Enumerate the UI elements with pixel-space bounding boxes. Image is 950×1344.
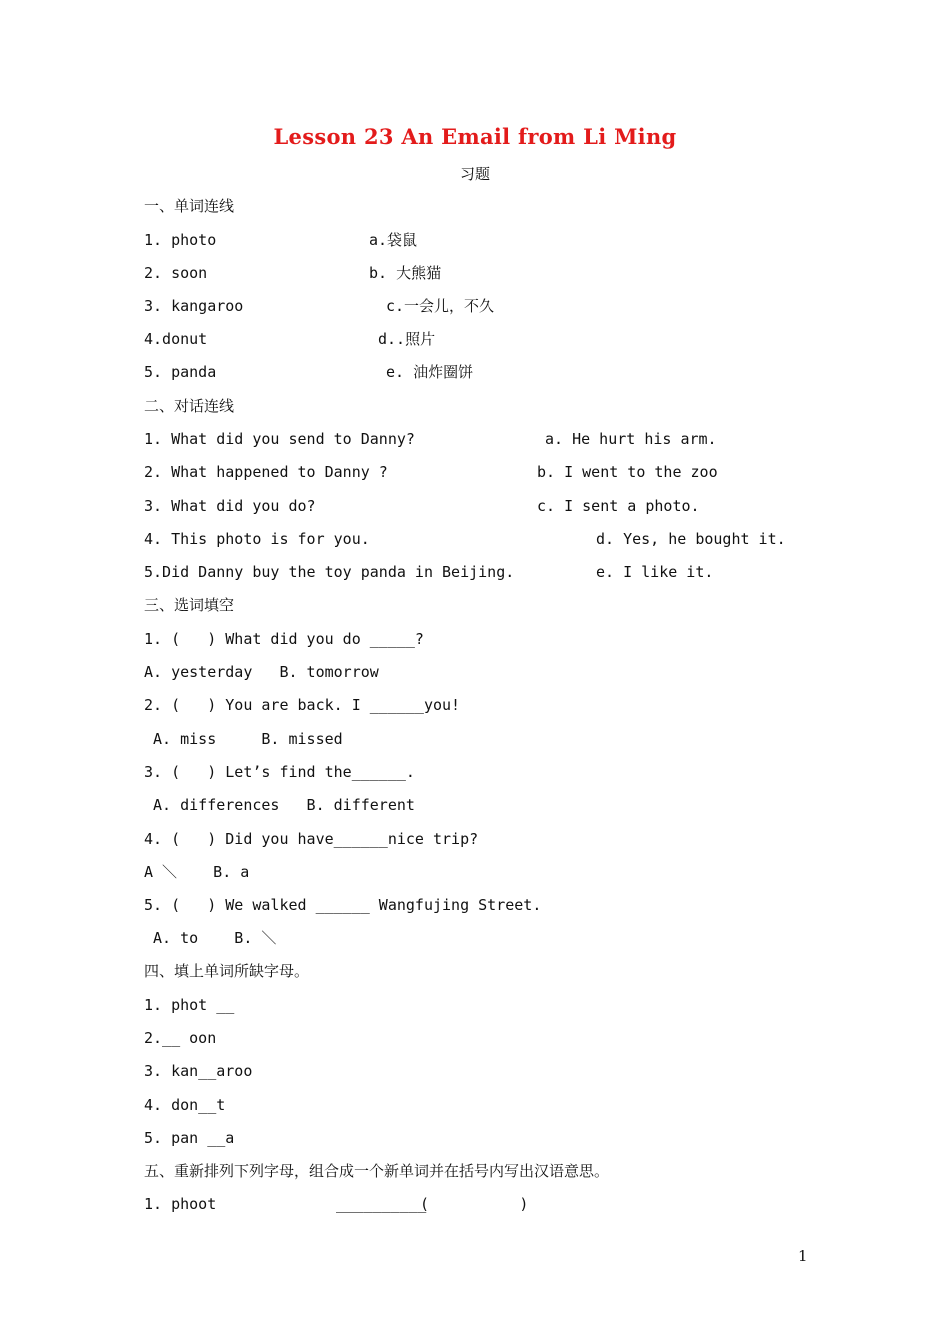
exercise-subtitle: 习题: [459, 165, 490, 183]
question-item: 4. This photo is for you.: [144, 530, 370, 548]
word-item: 3. kangaroo: [144, 297, 244, 315]
word-item: 4.donut: [144, 330, 208, 348]
section-heading: 三、选词填空: [144, 596, 235, 614]
answer-blank: __________: [336, 1195, 427, 1213]
missing-letter-item: 3. kan__aroo: [144, 1062, 253, 1080]
fill-options: A ＼ B. a: [144, 863, 250, 881]
page-number: 1: [798, 1247, 808, 1265]
section-heading: 五、重新排列下列字母，组合成一个新单词并在括号内写出汉语意思。: [144, 1162, 610, 1180]
fill-question: 2. ( ) You are back. I ______you!: [144, 696, 461, 714]
section-heading: 四、填上单词所缺字母。: [144, 962, 310, 980]
answer-item: a. He hurt his arm.: [545, 430, 717, 448]
fill-question: 4. ( ) Did you have______nice trip?: [144, 830, 479, 848]
answer-item: c. I sent a photo.: [537, 497, 700, 515]
fill-options: A. to B. ＼: [144, 929, 277, 947]
fill-options: A. differences B. different: [144, 796, 415, 814]
question-item: 3. What did you do?: [144, 497, 316, 515]
question-item: 5.Did Danny buy the toy panda in Beijing.: [144, 563, 515, 581]
fill-question: 5. ( ) We walked ______ Wangfujing Street.: [144, 896, 542, 914]
missing-letter-item: 5. pan __a: [144, 1129, 235, 1147]
meaning-item: e. 油炸圈饼: [386, 363, 474, 381]
answer-item: d. Yes, he bought it.: [596, 530, 786, 548]
word-item: 2. soon: [144, 264, 208, 282]
meaning-item: b. 大熊猫: [369, 264, 442, 282]
missing-letter-item: 4. don__t: [144, 1096, 226, 1114]
answer-item: b. I went to the zoo: [537, 463, 718, 481]
fill-question: 1. ( ) What did you do _____?: [144, 630, 424, 648]
answer-item: e. I like it.: [596, 563, 714, 581]
meaning-item: c.一会儿，不久: [386, 297, 495, 315]
question-item: 2. What happened to Danny ?: [144, 463, 388, 481]
section-heading: 二、对话连线: [144, 397, 235, 415]
missing-letter-item: 2.__ oon: [144, 1029, 217, 1047]
word-item: 5. panda: [144, 363, 217, 381]
meaning-parentheses: ( ): [420, 1195, 529, 1213]
meaning-item: d..照片: [378, 330, 436, 348]
fill-options: A. yesterday B. tomorrow: [144, 663, 379, 681]
missing-letter-item: 1. phot __: [144, 996, 235, 1014]
word-item: 1. photo: [144, 231, 217, 249]
lesson-title: Lesson 23 An Email from Li Ming: [273, 124, 677, 149]
section-heading: 一、单词连线: [144, 197, 235, 215]
scrambled-word: 1. phoot: [144, 1195, 217, 1213]
meaning-item: a.袋鼠: [369, 231, 418, 249]
fill-options: A. miss B. missed: [144, 730, 343, 748]
question-item: 1. What did you send to Danny?: [144, 430, 415, 448]
fill-question: 3. ( ) Let’s find the______.: [144, 763, 415, 781]
